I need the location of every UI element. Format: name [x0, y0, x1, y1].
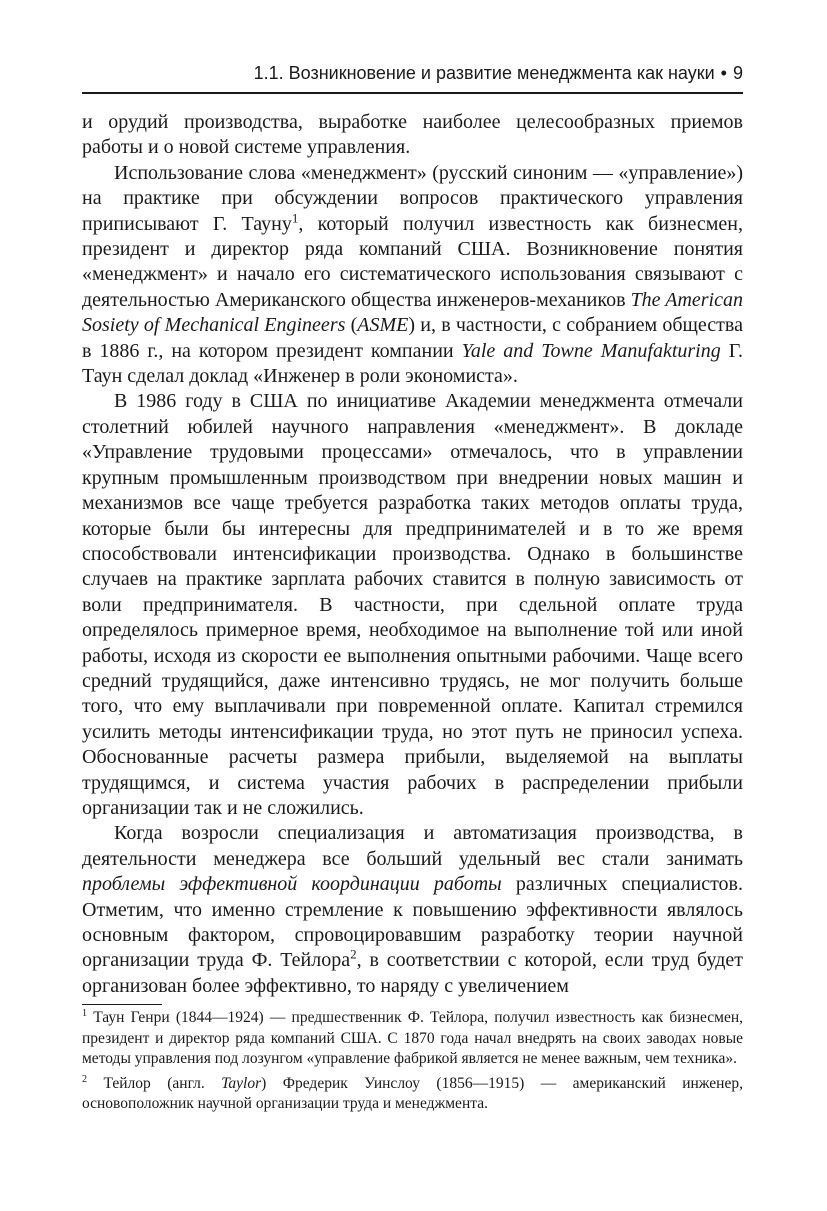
text-run: ) и, в частности, с собранием общества в 1886 г., на котором президент компании: [82, 314, 743, 362]
footnote-ref-1: 1: [291, 209, 299, 225]
text-run: Г. Таун сделал доклад «Инженер в роли экономиста».: [82, 339, 743, 388]
footnotes: [82, 1008, 743, 1119]
bullet-separator: •: [720, 63, 727, 83]
footnote-number: 1: [82, 1007, 88, 1019]
footnote-text: ) Фредерик Уинслоу (1856—1915) — американский инженер, основоположник научной организации труда и менеджмента.: [82, 1074, 743, 1113]
italic-coordination: проблемы эффективной координации работы: [82, 873, 502, 896]
footnote-divider: [82, 1004, 162, 1005]
footnote-ref-2: 2: [350, 946, 357, 962]
footnote-text: Таун Генри (1844—1924) — предшественник Ф. Тейлора, получил известность как бизнесмен, президент и директор ряда компаний США. С 1870 года начал внедрять на своих заводах новые методы управления под лозунгом «управление фабрикой является не менее важным, чем техника».: [82, 1009, 743, 1068]
section-title: 1.1. Возникновение и развитие менеджмента как науки: [253, 63, 715, 83]
text-run: Использование слова «менеджмент» (русский синоним — «управление») на практике при обсуждении вопросов практического управления приписывают Г. Тауну: [82, 161, 743, 235]
body-text: [82, 110, 743, 999]
paragraph-1: [82, 161, 743, 390]
footnote-text: Тейлор (англ.: [87, 1074, 222, 1092]
running-head: [82, 62, 743, 94]
page-number: 9: [732, 63, 743, 83]
paragraph-continued: и орудий производства, выработке наиболее целесообразных приемов работы и о новой системе управления.: [82, 111, 743, 159]
paragraph-2: В 1986 году в США по инициативе Академии менеджмента отмечали столетний юбилей научного направления «менеджмент». В докладе «Управление трудовыми процессами» отмечалось, что в управлении крупным промышленным производством при внедрении новых машин и механизмов все чаще требуется разработка таких методов оплаты труда, которые были бы интересны для предпринимателей и в то же время способствовали интенсификации производства. Однако в большинстве случаев на практике зарплата рабочих ставится в полную зависимость от воли предпринимателя. В частности, при сдельной оплате труда определялось примерное время, необходимое на выполнение той или иной работы, исходя из скорости ее выполнения опытными рабочими. Чаще всего средний трудящийся, даже интенсивно трудясь, не мог получить больше того, что ему выплачивали при повременной оплате. Капитал стремился усилить методы интенсификации труда, но этот путь не приносил успеха. Обоснованные расчеты размера прибыли, выделяемой на выплаты трудящимся, и система участия рабочих в распределении прибыли организации так и не сложились.: [82, 390, 743, 819]
italic-asme: ASME: [357, 314, 409, 337]
text-run: Когда возросли специализация и автоматизация производства, в деятельности менеджера все больший удельный вес стали занимать: [82, 822, 743, 870]
italic-society-name: The American Sosiety of Mechanical Engineers: [82, 288, 743, 337]
text-run: (: [345, 314, 358, 337]
italic-company-name: Yale and Towne Manufakturing: [461, 339, 721, 362]
footnote-1: [82, 1008, 743, 1070]
text-run: , который получил известность как бизнесмен, президент и директор ряда компаний США. Возникновение понятия «менеджмент» и начало его систематического использования связывают с деятельностью Американского общества инженеров-механиков: [82, 212, 743, 311]
footnote-number: 2: [82, 1073, 88, 1085]
italic-taylor: Taylor: [221, 1074, 262, 1092]
text-run: различных специалистов. Отметим, что именно стремление к повышению эффективности являлось основным фактором, спровоцировавшим разработку теории научной организации труда Ф. Тейлора: [82, 873, 744, 972]
paragraph-3: [82, 821, 743, 999]
footnote-2: [82, 1074, 743, 1115]
text-run: , в соответствии с которой, если труд будет организован более эффективно, то наряду с увеличением: [82, 949, 743, 997]
